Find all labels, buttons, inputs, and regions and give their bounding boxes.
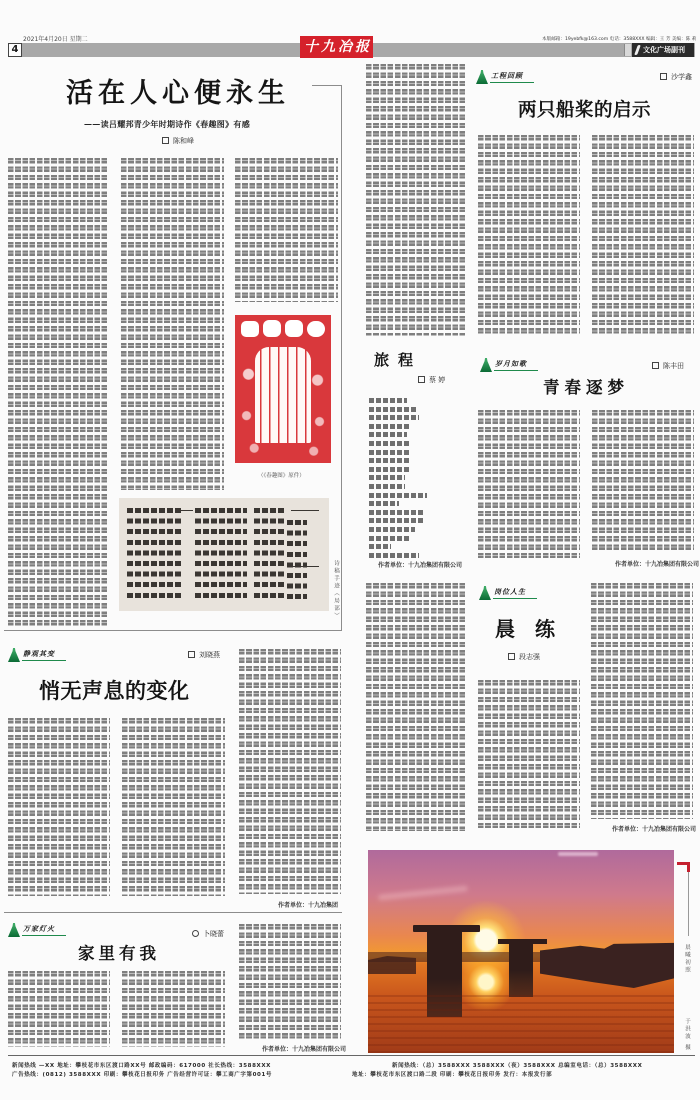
poem-line: [369, 484, 405, 489]
handwriting-rule: [177, 510, 193, 511]
morning-title: 晨练: [495, 617, 575, 641]
caption-red-corner: [687, 862, 690, 872]
body-text-column: [122, 718, 225, 896]
footer-left-line-2: 广告热线：(0812) 3588XXX 印刷：攀枝花日报印务 广告经营许可证：攀工商广字第001号: [12, 1072, 272, 1078]
body-text-column: [121, 158, 224, 490]
poem-line: [369, 458, 411, 463]
poster-title-blob: [285, 320, 303, 337]
poem-line: [369, 527, 415, 532]
tag-underline: [22, 660, 66, 661]
poem-line: [369, 450, 411, 455]
section-tag-morning: 岗位人生: [479, 585, 541, 602]
poem-line: [369, 493, 427, 498]
handwriting-block: [127, 508, 183, 602]
home-signoff: 作者单位：十九冶集团有限公司: [262, 1046, 347, 1053]
poster-caption: （《春趣图》原件）: [258, 473, 305, 479]
byline-box-icon: [508, 653, 515, 660]
footer-rule: [8, 1055, 695, 1056]
handwriting-rule: [291, 510, 319, 511]
poem-line: [369, 536, 411, 541]
body-text-column: [122, 971, 225, 1047]
box-right-rule: [341, 85, 342, 631]
youth-signoff: 作者单位：十九冶集团有限公司: [615, 561, 700, 568]
green-bell-icon: [476, 70, 488, 84]
byline-box-icon: [660, 73, 667, 80]
poem-line: [369, 467, 409, 472]
poem-line: [369, 424, 411, 429]
morning-byline: 段志强: [508, 653, 540, 661]
byline-box-icon: [192, 930, 199, 937]
main-article-byline: 陈和峰: [162, 137, 194, 145]
main-article-subtitle: ——读吕耀邦青少年时期诗作《春趣图》有感: [84, 119, 250, 129]
date-line: 2021年4月20日 星期二: [23, 36, 88, 43]
tag-underline: [22, 935, 66, 936]
home-byline: 卜晓蕾: [192, 930, 224, 938]
byline-box-icon: [418, 376, 425, 383]
body-text-column: [366, 583, 466, 831]
photo-caption-credit: 于洪波 摄: [684, 1018, 690, 1052]
poem-line: [369, 432, 407, 437]
poem-line: [369, 398, 407, 403]
brush-icon: [634, 45, 641, 55]
change-title: 悄无声息的变化: [39, 678, 190, 703]
box-bottom-rule: [4, 630, 342, 631]
body-text-column: [239, 924, 341, 1040]
poem-line: [369, 407, 417, 412]
body-text-column: [366, 64, 466, 336]
body-text-column: [478, 410, 580, 560]
tag-underline: [494, 370, 538, 371]
green-bell-icon: [8, 923, 20, 937]
section-divider: [4, 912, 342, 913]
poem-line: [369, 501, 399, 506]
section-tag-change: 静观其变: [8, 647, 70, 664]
sunset-photo: [368, 850, 674, 1053]
poem-signoff: 作者单位：十九冶集团有限公司: [378, 562, 463, 569]
green-bell-icon: [479, 586, 491, 600]
green-bell-icon: [8, 648, 20, 662]
header-gap-box: [624, 44, 631, 56]
caption-line: [688, 872, 689, 936]
youth-byline: 陈丰田: [652, 362, 684, 370]
poem-byline: 蔡 婷: [418, 376, 445, 384]
poem-line: [369, 441, 409, 446]
body-text-column: [592, 135, 694, 335]
byline-box-icon: [652, 362, 659, 369]
poem-line: [369, 553, 419, 558]
cloud-streak: [558, 852, 598, 856]
home-title: 家里有我: [78, 944, 160, 963]
handwriting-block: [195, 508, 247, 602]
shore-right: [540, 940, 674, 988]
green-bell-icon: [480, 358, 492, 372]
water-ripples: [368, 990, 674, 1053]
poem-title: 旅程: [374, 351, 423, 369]
section-label: 文化广场副刊: [643, 46, 685, 54]
handwriting-block: [254, 508, 284, 602]
poster-title-blob: [263, 320, 281, 337]
page-number-box: [8, 43, 22, 57]
section-tag-oars: 工程回顾: [476, 69, 538, 86]
pier-1-cap: [413, 925, 480, 932]
tag-underline: [490, 82, 534, 83]
masthead-text: 十九冶报: [304, 39, 372, 55]
morning-signoff: 作者单位：十九冶集团有限公司: [612, 826, 697, 833]
body-text-column: [478, 680, 580, 830]
body-text-column: [591, 583, 693, 819]
change-byline: 刘晓燕: [188, 651, 220, 659]
body-text-column: [478, 135, 580, 335]
youth-title: 青春逐梦: [543, 378, 629, 397]
handwriting-block: [287, 520, 307, 602]
body-text-column: [8, 158, 108, 626]
body-text-column: [592, 410, 694, 552]
oars-title: 两只船桨的启示: [518, 100, 652, 121]
poem-line: [369, 510, 425, 515]
poem-line: [369, 415, 419, 420]
footer-right-line-1: 新闻热线：（总）3588XXX 3588XXX（夜）3588XXX 总编室电话：（总）3588XXX: [392, 1063, 643, 1069]
manuscript-image: [119, 498, 329, 611]
handwriting-rule: [289, 566, 319, 567]
masthead-logo: [300, 36, 373, 58]
byline-box-icon: [188, 651, 195, 658]
tag-underline: [493, 598, 537, 599]
poster-title-blob: [241, 321, 259, 337]
body-text-column: [8, 971, 110, 1047]
poem-line: [369, 475, 405, 480]
section-label-box: [632, 43, 694, 57]
poster-panel: [255, 347, 311, 443]
body-text-column: [8, 718, 110, 896]
footer-right-line-2: 地址：攀枝花市东区渡口路二段 印刷：攀枝花日报印务 发行：本报发行部: [352, 1072, 553, 1078]
box-top-rule: [312, 85, 342, 86]
oars-byline: 沙学鑫: [660, 73, 692, 81]
body-text-column: [235, 158, 338, 302]
body-text-column: [239, 649, 341, 894]
page-number: 4: [11, 44, 19, 55]
change-signoff: 作者单位：十九冶集团: [278, 902, 339, 909]
section-tag-youth: 岁月如歌: [480, 357, 542, 374]
poem-line: [369, 544, 391, 549]
cloud-streak: [378, 885, 468, 900]
poem-line: [369, 518, 423, 523]
main-article-title: 活在人心便永生: [66, 78, 290, 109]
section-tag-home: 万家灯火: [8, 922, 70, 939]
contact-line: 本版邮箱：19yebfk@163.com 电话：3588XXX 编辑：王 芳 美编：陈 莉: [542, 37, 697, 42]
footer-left-line-1: 新闻热线 —XX 地址：攀枝花市东区渡口路XX号 邮政编码：617000 社长热线：3588XXX: [12, 1063, 272, 1069]
photo-caption-title: 晨曦初照: [684, 944, 690, 974]
poster-image: [235, 315, 331, 463]
byline-box-icon: [162, 137, 169, 144]
poster-title-blob: [307, 321, 325, 337]
manuscript-caption: 诗稿手迹（局部）: [333, 560, 339, 620]
